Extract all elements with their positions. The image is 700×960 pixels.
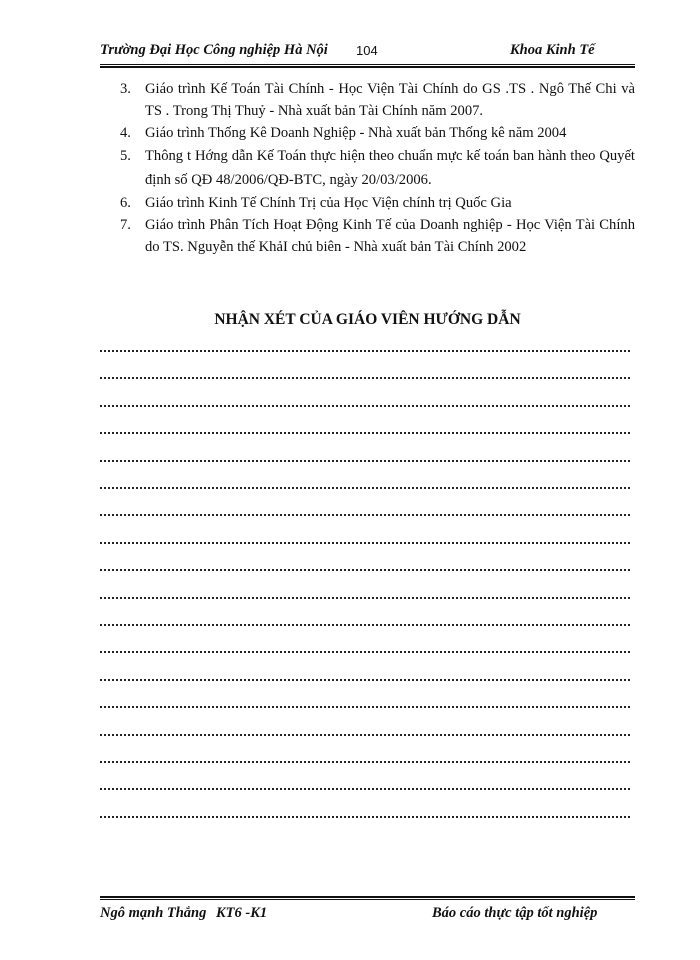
section-title: NHẬN XÉT CỦA GIÁO VIÊN HƯỚNG DẪN — [214, 311, 521, 328]
reference-item — [120, 214, 635, 258]
reference-text: Giáo trình Phân Tích Hoạt Động Kinh Tế của Doanh nghiệp - Học Viện Tài Chính do TS. Nguyễn thế KhảI chủ biên - Nhà xuất bản Tài Chính 2002 — [145, 217, 635, 255]
header-school: Trường Đại Học Công nghiệp Hà Nội — [100, 42, 328, 58]
reference-number: 7. — [120, 217, 131, 233]
reference-item — [120, 144, 635, 192]
comment-dotted-line — [100, 706, 630, 708]
comment-dotted-line — [100, 761, 630, 763]
footer-rule — [100, 899, 635, 900]
comment-dotted-line — [100, 679, 630, 681]
header-faculty: Khoa Kinh Tế — [510, 42, 595, 58]
comment-dotted-line — [100, 734, 630, 736]
comment-dotted-line — [100, 597, 630, 599]
reference-number: 5. — [120, 148, 131, 164]
footer-rule-thick — [100, 896, 635, 898]
comment-dotted-line — [100, 816, 630, 818]
reference-number: 4. — [120, 125, 131, 141]
comment-dotted-line — [100, 432, 630, 434]
reference-text: Thông t Hớng dẫn Kế Toán thực hiện theo chuẩn mực kế toán ban hành theo Quyết định số QĐ 48/2006/QĐ-BTC, ngày 20/03/2006. — [145, 148, 635, 188]
reference-text: Giáo trình Kinh Tế Chính Trị của Học Viện chính trị Quốc Gia — [145, 195, 512, 211]
comment-dotted-line — [100, 460, 630, 462]
reference-item — [120, 192, 635, 214]
comment-dotted-line — [100, 542, 630, 544]
comment-dotted-line — [100, 651, 630, 653]
footer-report: Báo cáo thực tập tốt nghiệp — [432, 905, 598, 921]
comment-dotted-line — [100, 788, 630, 790]
comment-dotted-line — [100, 350, 630, 352]
reference-number: 6. — [120, 195, 131, 211]
reference-number: 3. — [120, 81, 131, 97]
page-header — [100, 38, 635, 64]
reference-item — [120, 78, 635, 122]
footer-class: KT6 -K1 — [216, 905, 268, 921]
reference-text: Giáo trình Kế Toán Tài Chính - Học Viện Tài Chính do GS .TS . Ngô Thế Chi và TS . Trong Thị Thuỷ - Nhà xuất bản Tài Chính năm 2007. — [145, 81, 635, 119]
header-rule — [100, 64, 635, 65]
footer-author: Ngô mạnh Thắng — [100, 905, 207, 921]
comment-dotted-line — [100, 405, 630, 407]
page-number: 104 — [356, 43, 378, 58]
reference-text: Giáo trình Thống Kê Doanh Nghiệp - Nhà xuất bản Thống kê năm 2004 — [145, 125, 567, 141]
comment-dotted-line — [100, 624, 630, 626]
header-rule-thick — [100, 66, 635, 68]
comment-dotted-line — [100, 514, 630, 516]
comment-dotted-line — [100, 377, 630, 379]
comment-dotted-line — [100, 569, 630, 571]
comment-dotted-line — [100, 487, 630, 489]
reference-item — [120, 122, 635, 144]
reference-list — [120, 78, 635, 258]
